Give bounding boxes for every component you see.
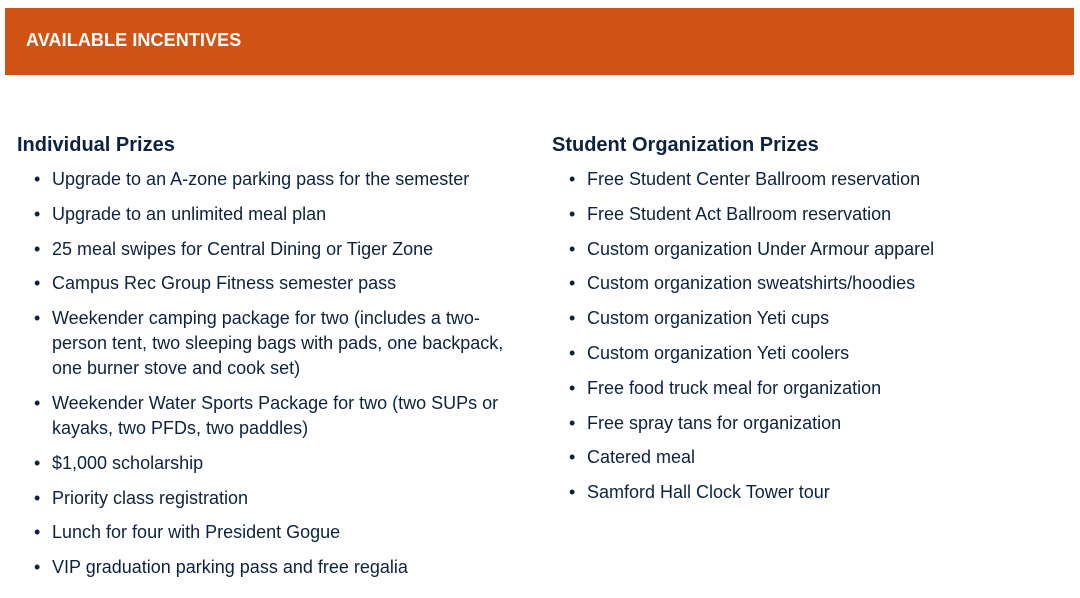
- banner-title: AVAILABLE INCENTIVES: [26, 30, 242, 50]
- bullet-icon: •: [569, 238, 576, 259]
- list-item: • VIP graduation parking pass and free regalia: [17, 555, 527, 580]
- bullet-icon: •: [569, 377, 576, 398]
- bullet-icon: •: [569, 412, 576, 433]
- list-item: • 25 meal swipes for Central Dining or Tiger Zone: [17, 237, 527, 262]
- bullet-icon: •: [34, 273, 41, 294]
- bullet-icon: •: [34, 452, 41, 473]
- bullet-icon: •: [34, 392, 41, 413]
- bullet-icon: •: [569, 308, 576, 329]
- bullet-icon: •: [569, 169, 576, 189]
- bullet-icon: •: [569, 482, 576, 503]
- bullet-icon: •: [569, 273, 576, 294]
- organization-prizes-heading: Student Organization Prizes: [552, 134, 819, 156]
- list-item: • Lunch for four with President Gogue: [17, 520, 527, 545]
- individual-prizes-heading: Individual Prizes: [17, 134, 175, 156]
- list-item: • Free food truck meal for organization: [552, 376, 1052, 401]
- list-item: • Weekender Water Sports Package for two (two SUPs or kayaks, two PFDs, two paddles): [34, 392, 499, 438]
- list-item: • Free spray tans for organization: [552, 411, 1052, 436]
- list-item: • Custom organization Yeti coolers: [552, 341, 1052, 366]
- individual-prizes-list: [17, 167, 527, 580]
- list-item: • Samford Hall Clock Tower tour: [552, 480, 1052, 505]
- bullet-icon: •: [569, 447, 576, 468]
- list-item: • Campus Rec Group Fitness semester pass: [17, 271, 527, 296]
- bullet-icon: •: [34, 238, 41, 259]
- individual-prizes-section: [17, 133, 527, 590]
- list-item: • Weekender camping package for two (includes a two-person tent, two sleeping bags with pads, one backpack, one burner stove and cook set): [34, 308, 504, 379]
- organization-prizes-section: [552, 133, 1052, 515]
- bullet-icon: •: [34, 203, 41, 224]
- list-item: • Custom organization Yeti cups: [552, 306, 1052, 331]
- list-item: • Free Student Center Ballroom reservation: [552, 167, 1052, 192]
- list-item: • Catered meal: [552, 445, 1052, 470]
- bullet-icon: •: [34, 308, 41, 329]
- list-item: • $1,000 scholarship: [17, 451, 527, 476]
- bullet-icon: •: [569, 203, 576, 224]
- list-item: • Upgrade to an A-zone parking pass for the semester: [17, 167, 527, 192]
- bullet-icon: •: [34, 557, 41, 578]
- list-item: • Custom organization sweatshirts/hoodies: [552, 271, 1052, 296]
- list-item: • Free Student Act Ballroom reservation: [552, 202, 1052, 227]
- bullet-icon: •: [34, 522, 41, 543]
- bullet-icon: •: [34, 487, 41, 508]
- list-item: • Upgrade to an unlimited meal plan: [17, 202, 527, 227]
- incentives-banner: [5, 8, 1074, 75]
- list-item: • Custom organization Under Armour apparel: [552, 237, 1052, 262]
- list-item: • Priority class registration: [17, 486, 527, 511]
- bullet-icon: •: [34, 169, 41, 189]
- bullet-icon: •: [569, 342, 576, 363]
- organization-prizes-list: [552, 167, 1052, 505]
